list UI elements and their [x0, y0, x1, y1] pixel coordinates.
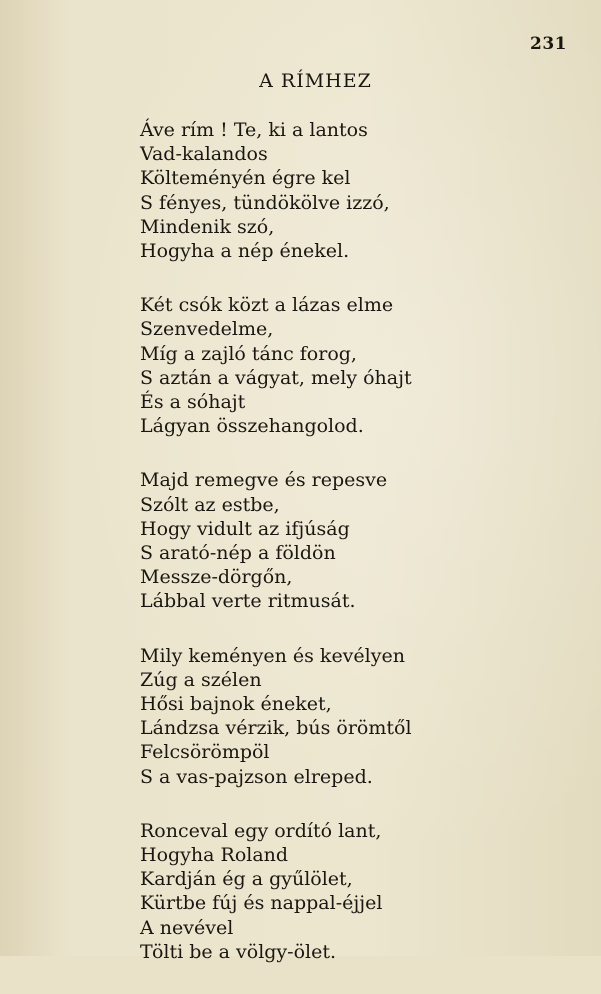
poem-line: S aztán a vágyat, mely óhajt — [140, 366, 412, 389]
poem-line: Hogyha a nép énekel. — [140, 240, 350, 263]
stanza-3 — [140, 468, 580, 613]
stanza-4 — [140, 644, 580, 789]
poem-line: Szenvedelme, — [140, 318, 274, 341]
poem-line: Míg a zajló tánc forog, — [140, 342, 357, 365]
poem-line: Mily keményen és kevélyen — [140, 644, 405, 667]
poem-line: És a sóhajt — [140, 391, 246, 414]
poem-line: Vad-kalandos — [140, 143, 268, 166]
poem-line: Ronceval egy ordító lant, — [140, 819, 382, 842]
poem-line: Majd remegve és repesve — [140, 469, 388, 492]
poem-line: Mindenik szó, — [140, 215, 275, 238]
poem-line: Lágyan összehangolod. — [140, 415, 364, 438]
poem-line: Szólt az estbe, — [140, 493, 280, 516]
poem-line: Tölti be a völgy-ölet. — [140, 940, 337, 963]
stanza-1 — [140, 118, 580, 263]
poem-line: S fényes, tündökölve izzó, — [140, 191, 390, 214]
poem-line: Kürtbe fúj és nappal-éjjel — [140, 892, 383, 915]
poem-line: Zúg a szélen — [140, 668, 262, 691]
poem-line: S a vas-pajzson elreped. — [140, 765, 373, 788]
poem-title-text: A RÍMHEZ — [259, 70, 372, 92]
poem-line: Lándzsa vérzik, bús örömtől — [140, 717, 412, 740]
poem-line: A nevével — [140, 916, 234, 939]
poem-title — [0, 70, 601, 92]
poem-line: Messze-dörgőn, — [140, 566, 293, 589]
stanza-5 — [140, 819, 580, 964]
poem-line: Hogyha Roland — [140, 844, 289, 867]
poem-line: Kardján ég a gyűlölet, — [140, 868, 353, 891]
stanza-2 — [140, 293, 580, 438]
poem-line: Lábbal verte ritmusát. — [140, 590, 356, 613]
poem-line: Hogy vidult az ifjúság — [140, 517, 350, 540]
page-number: 231 — [530, 34, 567, 54]
poem-line: Két csók közt a lázas elme — [140, 294, 394, 317]
poem-line: Áve rím ! Te, ki a lantos — [140, 119, 368, 141]
poem-body — [140, 118, 580, 994]
poem-line: Hősi bajnok éneket, — [140, 693, 332, 716]
poem-line: Költeményén égre kel — [140, 167, 351, 190]
poem-line: S arató-nép a földön — [140, 542, 336, 565]
poem-line: Felcsörömpöl — [140, 741, 270, 764]
